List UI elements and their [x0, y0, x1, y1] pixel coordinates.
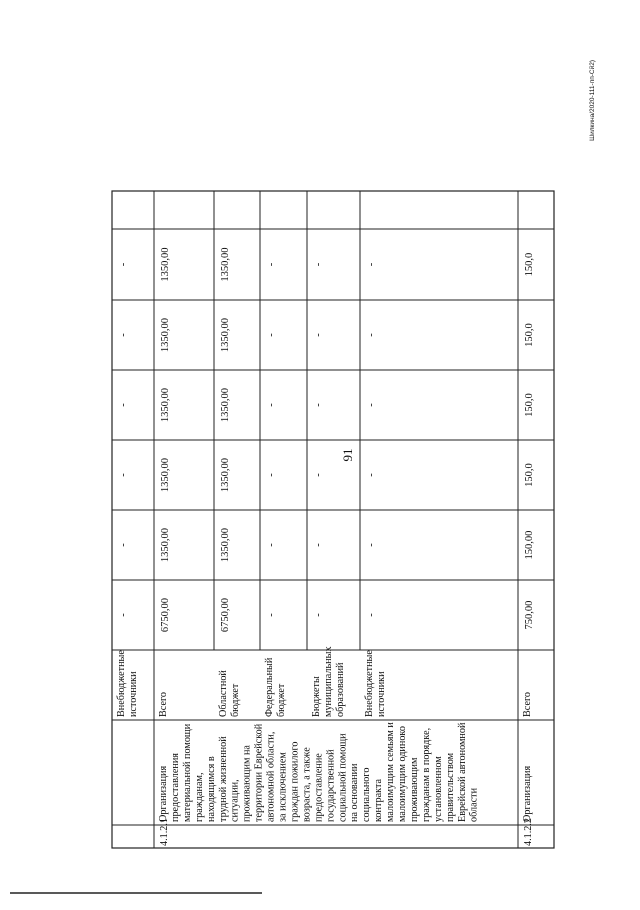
amount-value: - [313, 613, 324, 617]
item-description [158, 722, 480, 822]
source-line: Внебюджетные [116, 650, 127, 717]
source-line: Федеральный [264, 657, 275, 717]
description-line: автономной области, [265, 731, 277, 822]
amount-value: 1350,00 [220, 387, 231, 423]
funding-source [158, 692, 169, 717]
amount-value: - [266, 333, 277, 337]
amount-value: 6750,00 [160, 597, 171, 633]
page-number: 91 [340, 448, 355, 462]
description-line: находящимся в [205, 756, 217, 822]
source-line: бюджет [275, 683, 287, 717]
source-line: бюджет [229, 683, 241, 717]
amount-value: 1350,00 [160, 317, 171, 353]
amount-value: - [118, 262, 129, 267]
amount-value: 1350,00 [220, 527, 231, 563]
amount-value: 150,0 [524, 393, 535, 417]
amount-value: - [266, 262, 277, 267]
description-line: малоимущим одиноко [397, 726, 408, 822]
funding-source [364, 650, 387, 717]
source-line: источники [127, 671, 139, 717]
description-line: Организация [522, 765, 533, 822]
source-line: образований [334, 662, 346, 717]
document-stamp: Шилкина/2020-111-пп-Сй2) [589, 60, 596, 141]
amount-value: - [313, 333, 324, 337]
description-line: граждан пожилого [289, 741, 301, 822]
description-line: государственной [325, 749, 337, 822]
table-row [311, 262, 346, 717]
table-row [264, 262, 287, 717]
amount-value: - [118, 473, 129, 477]
description-line: Еврейской автономной [456, 722, 468, 822]
amount-value: 1350,00 [160, 457, 171, 493]
amount-value: 1350,00 [220, 247, 231, 282]
description-line: предоставления [169, 753, 181, 822]
item-number: 4.1.2.2 [523, 817, 534, 846]
amount-value: 150,0 [524, 252, 535, 277]
table-row [364, 262, 387, 717]
description-line: за исключением [277, 752, 289, 822]
amount-value: 1350,00 [220, 317, 231, 353]
description-line: материальной помощи [181, 723, 193, 822]
amount-value: - [313, 403, 324, 407]
source-line: источники [375, 671, 387, 717]
source-line: Бюджеты [311, 676, 322, 717]
description-line: социального [361, 767, 373, 822]
description-line: трудной жизненной [217, 736, 229, 822]
amount-value: 1350,00 [160, 247, 171, 282]
amount-value: 750,00 [524, 600, 535, 630]
description-line: контракта [373, 778, 385, 822]
description-line: установленном [432, 756, 444, 822]
amount-value: - [266, 473, 277, 477]
description-line: гражданам, [193, 772, 205, 822]
amount-value: 150,0 [524, 323, 535, 347]
table-row [218, 247, 241, 717]
description-line: территории Еврейской [253, 723, 265, 822]
description-line: ситуации, [229, 779, 241, 822]
description-line: предоставление [313, 753, 325, 822]
funding-source [264, 657, 287, 717]
amount-value: - [366, 473, 377, 477]
description-line: правительством [444, 752, 456, 822]
description-line: малоимущим семьям и [385, 722, 397, 822]
amount-value: - [313, 543, 324, 547]
amount-value: 1350,00 [220, 457, 231, 493]
amount-value: - [266, 403, 277, 407]
description-line: Организация [158, 765, 169, 822]
description-line: области [468, 787, 480, 822]
budget-table [112, 191, 554, 848]
description-line: возраста, а также [301, 747, 313, 822]
funding-source [311, 646, 346, 717]
amount-value: - [366, 613, 377, 617]
source-line: Областной [218, 670, 229, 717]
source-line: Всего [522, 692, 533, 717]
amount-value: - [313, 473, 324, 477]
amount-value: - [366, 543, 377, 547]
amount-value: 150,00 [524, 530, 535, 560]
amount-value: 150,0 [524, 463, 535, 487]
amount-value: 6750,00 [220, 597, 231, 633]
funding-source [218, 670, 241, 717]
source-line: Внебюджетные [364, 650, 375, 717]
amount-value: - [118, 403, 129, 407]
description-line: проживающим на [241, 745, 253, 822]
amount-value: - [266, 543, 277, 547]
description-line: проживающим [408, 757, 420, 822]
funding-source [522, 692, 533, 717]
amount-value: - [313, 262, 324, 267]
table-row [116, 262, 139, 717]
amount-value: - [118, 543, 129, 547]
amount-value: 1350,00 [160, 387, 171, 423]
amount-value: - [118, 333, 129, 337]
funding-source [116, 650, 139, 717]
item-description [522, 765, 533, 822]
amount-value: 1350,00 [160, 527, 171, 563]
description-line: социальной помощи [337, 733, 349, 822]
source-line: муниципальных [322, 646, 334, 717]
source-line: Всего [158, 692, 169, 717]
amount-value: - [118, 613, 129, 617]
table-row [522, 253, 535, 846]
amount-value: - [266, 613, 277, 617]
amount-value: - [366, 262, 377, 267]
item-number: 4.1.2.1 [159, 817, 170, 846]
amount-value: - [366, 403, 377, 407]
amount-value: - [366, 333, 377, 337]
description-line: гражданам в порядке, [420, 727, 432, 822]
description-line: на основании [349, 763, 361, 822]
